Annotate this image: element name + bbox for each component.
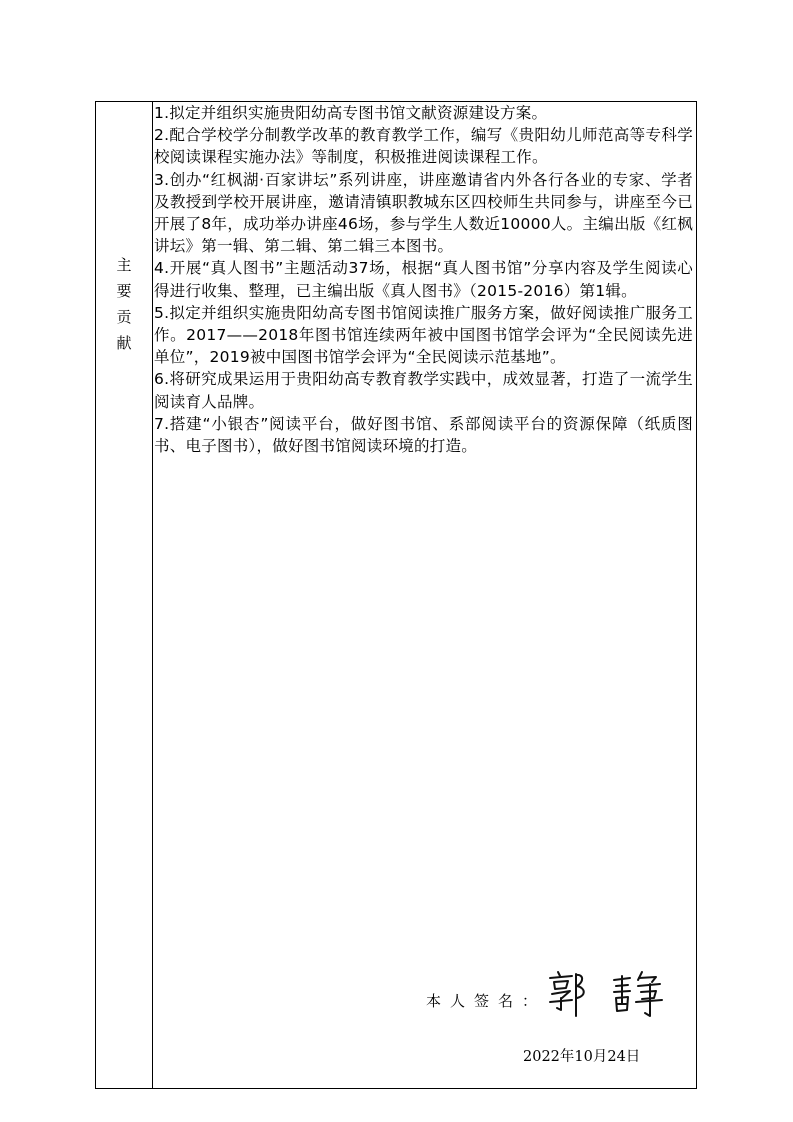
contribution-item: 1.拟定并组织实施贵阳幼高专图书馆文献资源建设方案。 [154, 104, 548, 122]
contribution-item: 2.配合学校学分制教学改革的教育教学工作，编写《贵阳幼儿师范高等专科学校阅读课程实施办法》等制度，积极推进阅读课程工作。 [154, 126, 693, 167]
row-label-char: 献 [116, 334, 132, 352]
contribution-item: 5.拟定并组织实施贵阳幼高专图书馆阅读推广服务方案，做好阅读推广服务工作。2017——2018年图书馆连续两年被中国图书馆学会评为“全民阅读先进单位”，2019被中国图书馆学会评为“全民阅读示范基地”。 [154, 303, 693, 367]
contribution-item: 4.开展“真人图书”主题活动37场，根据“真人图书馆”分享内容及学生阅读心得进行收集、整理，已主编出版《真人图书》（2015-2016）第1辑。 [154, 259, 693, 300]
sign-date: 2022年10月24日 [523, 1049, 641, 1065]
row-label-main-contribution [96, 252, 152, 356]
signature-image [546, 964, 686, 1024]
row-label-char: 贡 [116, 308, 132, 326]
contribution-item: 3.创办“红枫湖·百家讲坛”系列讲座，讲座邀请省内外各行各业的专家、学者及教授到学校开展讲座，邀请清镇职教城东区四校师生共同参与，讲座至今已开展了8年，成功举办讲座46场，参与学生人数近10000人。主编出版《红枫讲坛》第一辑、第二辑、第二辑三本图书。 [154, 170, 693, 256]
contribution-list [154, 102, 693, 457]
column-divider [152, 102, 153, 1088]
row-label-char: 主 [116, 256, 132, 274]
handwritten-signature [546, 964, 686, 1028]
contribution-item: 7.搭建“小银杏”阅读平台，做好图书馆、系部阅读平台的资源保障（纸质图书、电子图书），做好图书馆阅读环境的打造。 [154, 414, 693, 456]
signature-label: 本人签名： [426, 992, 547, 1010]
contribution-item: 6.将研究成果运用于贵阳幼高专教育教学实践中，成效显著，打造了一流学生阅读育人品牌。 [154, 370, 693, 411]
contribution-form-table [95, 101, 697, 1089]
row-label-char: 要 [116, 282, 132, 300]
